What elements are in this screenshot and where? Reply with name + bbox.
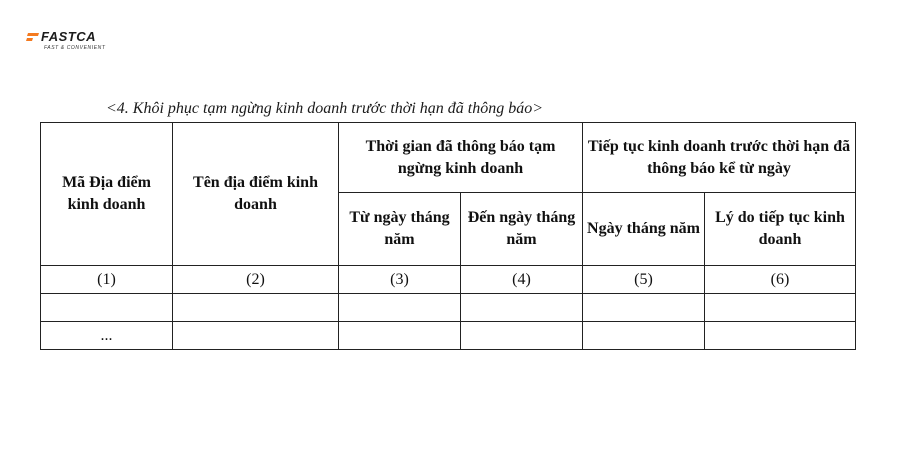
table-cell xyxy=(173,322,339,350)
column-number: (4) xyxy=(461,266,583,294)
restore-business-table xyxy=(40,122,856,350)
table-row xyxy=(41,294,856,322)
header-notified-period: Thời gian đã thông báo tạm ngừng kinh doanh xyxy=(339,123,583,193)
table-cell xyxy=(461,322,583,350)
brand-tagline: FAST & CONVENIENT xyxy=(44,45,106,51)
header-to-date: Đến ngày tháng năm xyxy=(461,193,583,266)
section-caption: <4. Khôi phục tạm ngừng kinh doanh trước thời hạn đã thông báo> xyxy=(106,100,543,117)
table-cell: ... xyxy=(41,322,173,350)
fastca-logo xyxy=(26,30,136,54)
table-cell xyxy=(173,294,339,322)
header-row-1 xyxy=(41,123,856,193)
header-location-code: Mã Địa điểm kinh doanh xyxy=(41,123,173,266)
column-number: (6) xyxy=(705,266,856,294)
table-row xyxy=(41,322,856,350)
table-cell xyxy=(339,322,461,350)
header-location-name: Tên địa điểm kinh doanh xyxy=(173,123,339,266)
table-cell xyxy=(583,322,705,350)
table-cell xyxy=(41,294,173,322)
column-number: (3) xyxy=(339,266,461,294)
header-resume-date: Ngày tháng năm xyxy=(583,193,705,266)
table-cell xyxy=(583,294,705,322)
column-number: (1) xyxy=(41,266,173,294)
table-cell xyxy=(705,294,856,322)
brand-name: FASTCA xyxy=(41,29,96,44)
table-cell xyxy=(705,322,856,350)
header-resume-reason: Lý do tiếp tục kinh doanh xyxy=(705,193,856,266)
fastca-mark-icon xyxy=(26,32,40,44)
numbering-row xyxy=(41,266,856,294)
table-cell xyxy=(461,294,583,322)
column-number: (2) xyxy=(173,266,339,294)
header-resume-early: Tiếp tục kinh doanh trước thời hạn đã thông báo kể từ ngày xyxy=(583,123,856,193)
table-cell xyxy=(339,294,461,322)
column-number: (5) xyxy=(583,266,705,294)
header-from-date: Từ ngày tháng năm xyxy=(339,193,461,266)
